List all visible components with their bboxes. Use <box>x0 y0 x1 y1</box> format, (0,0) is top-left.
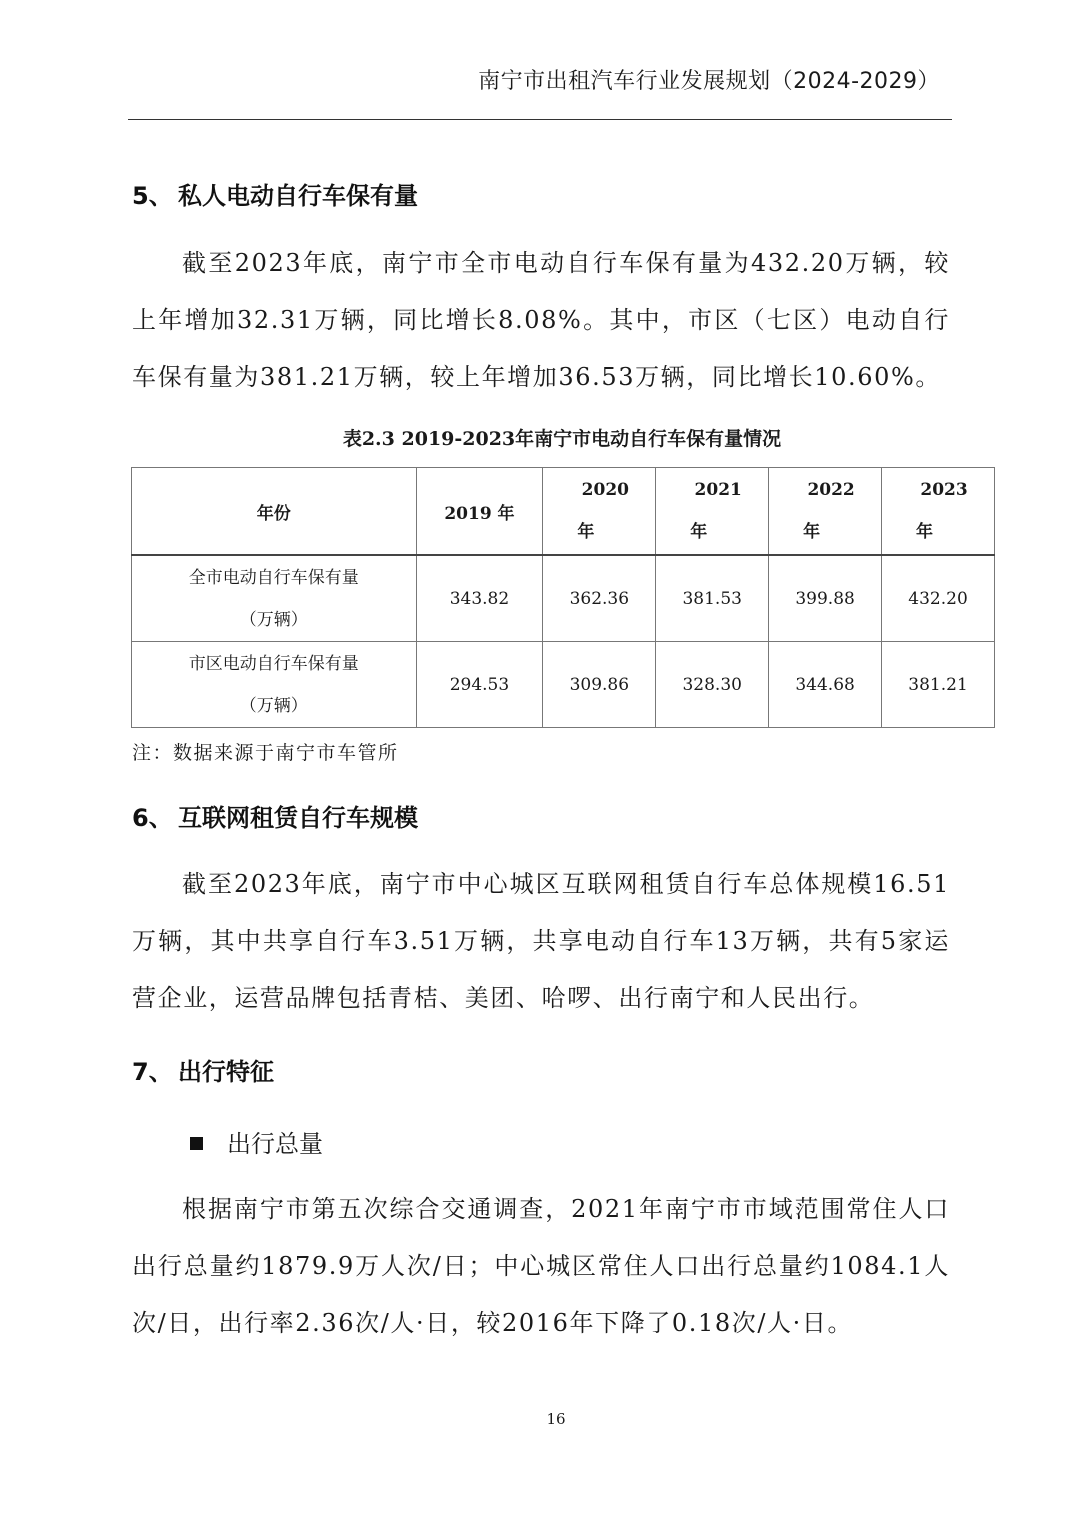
table-row <box>132 642 995 728</box>
row-label-urban: 市区电动自行车保有量 （万辆） <box>132 642 417 728</box>
table-cell: 399.88 <box>769 555 882 642</box>
section-7-paragraph: 根据南宁市第五次综合交通调查，2021年南宁市市域范围常住人口出行总量约1879.9万人次/日；中心城区常住人口出行总量约1084.1人次/日，出行率2.36次/人·日，较2016年下降了0.18次/人·日。 <box>132 1195 950 1337</box>
table-cell: 362.36 <box>543 555 656 642</box>
ebike-ownership-table <box>131 467 995 728</box>
table-row <box>132 555 995 642</box>
header-year-label: 年份 <box>132 468 417 556</box>
section-6-paragraph: 截至2023年底，南宁市中心城区互联网租赁自行车总体规模16.51万辆，其中共享自行车3.51万辆，共享电动自行车13万辆，共有5家运营企业，运营品牌包括青桔、美团、哈啰、出行南宁和人民出行。 <box>132 870 950 1012</box>
header-divider <box>128 119 952 120</box>
bullet-label: 出行总量 <box>227 1130 323 1158</box>
page-number: 16 <box>546 1410 566 1428</box>
header-year-2020: 2020 年 <box>543 468 656 556</box>
section-6-heading <box>132 798 418 833</box>
table-cell: 381.21 <box>882 642 995 728</box>
section-7-number: 7、 <box>132 1058 173 1086</box>
table-header-row <box>132 468 995 556</box>
table-cell: 294.53 <box>416 642 543 728</box>
section-5-paragraph: 截至2023年底，南宁市全市电动自行车保有量为432.20万辆，较上年增加32.31万辆，同比增长8.08%。其中，市区（七区）电动自行车保有量为381.21万辆，较上年增加36.53万辆，同比增长10.60%。 <box>132 249 950 391</box>
row-label-citywide: 全市电动自行车保有量 （万辆） <box>132 555 417 642</box>
section-5-title: 私人电动自行车保有量 <box>178 182 418 210</box>
header-year-2021: 2021 年 <box>656 468 769 556</box>
table-cell: 309.86 <box>543 642 656 728</box>
section-5-heading <box>132 176 418 211</box>
table-note: 注：数据来源于南宁市车管所 <box>132 742 399 764</box>
section-6-title: 互联网租赁自行车规模 <box>178 804 418 832</box>
header-year-2023: 2023 年 <box>882 468 995 556</box>
table-cell: 343.82 <box>416 555 543 642</box>
table-cell: 381.53 <box>656 555 769 642</box>
header-year-2022: 2022 年 <box>769 468 882 556</box>
document-header-title: 南宁市出租汽车行业发展规划（2024-2029） <box>478 69 940 94</box>
section-7-heading <box>132 1052 274 1087</box>
table-cell: 432.20 <box>882 555 995 642</box>
square-bullet-icon <box>190 1137 203 1150</box>
table-caption: 表2.3 2019-2023年南宁市电动自行车保有量情况 <box>342 428 782 450</box>
section-5-number: 5、 <box>132 182 173 210</box>
table-cell: 328.30 <box>656 642 769 728</box>
section-7-title: 出行特征 <box>178 1058 274 1086</box>
section-6-number: 6、 <box>132 804 173 832</box>
table-cell: 344.68 <box>769 642 882 728</box>
bullet-travel-total <box>190 1124 323 1159</box>
header-year-2019: 2019 年 <box>416 468 543 556</box>
